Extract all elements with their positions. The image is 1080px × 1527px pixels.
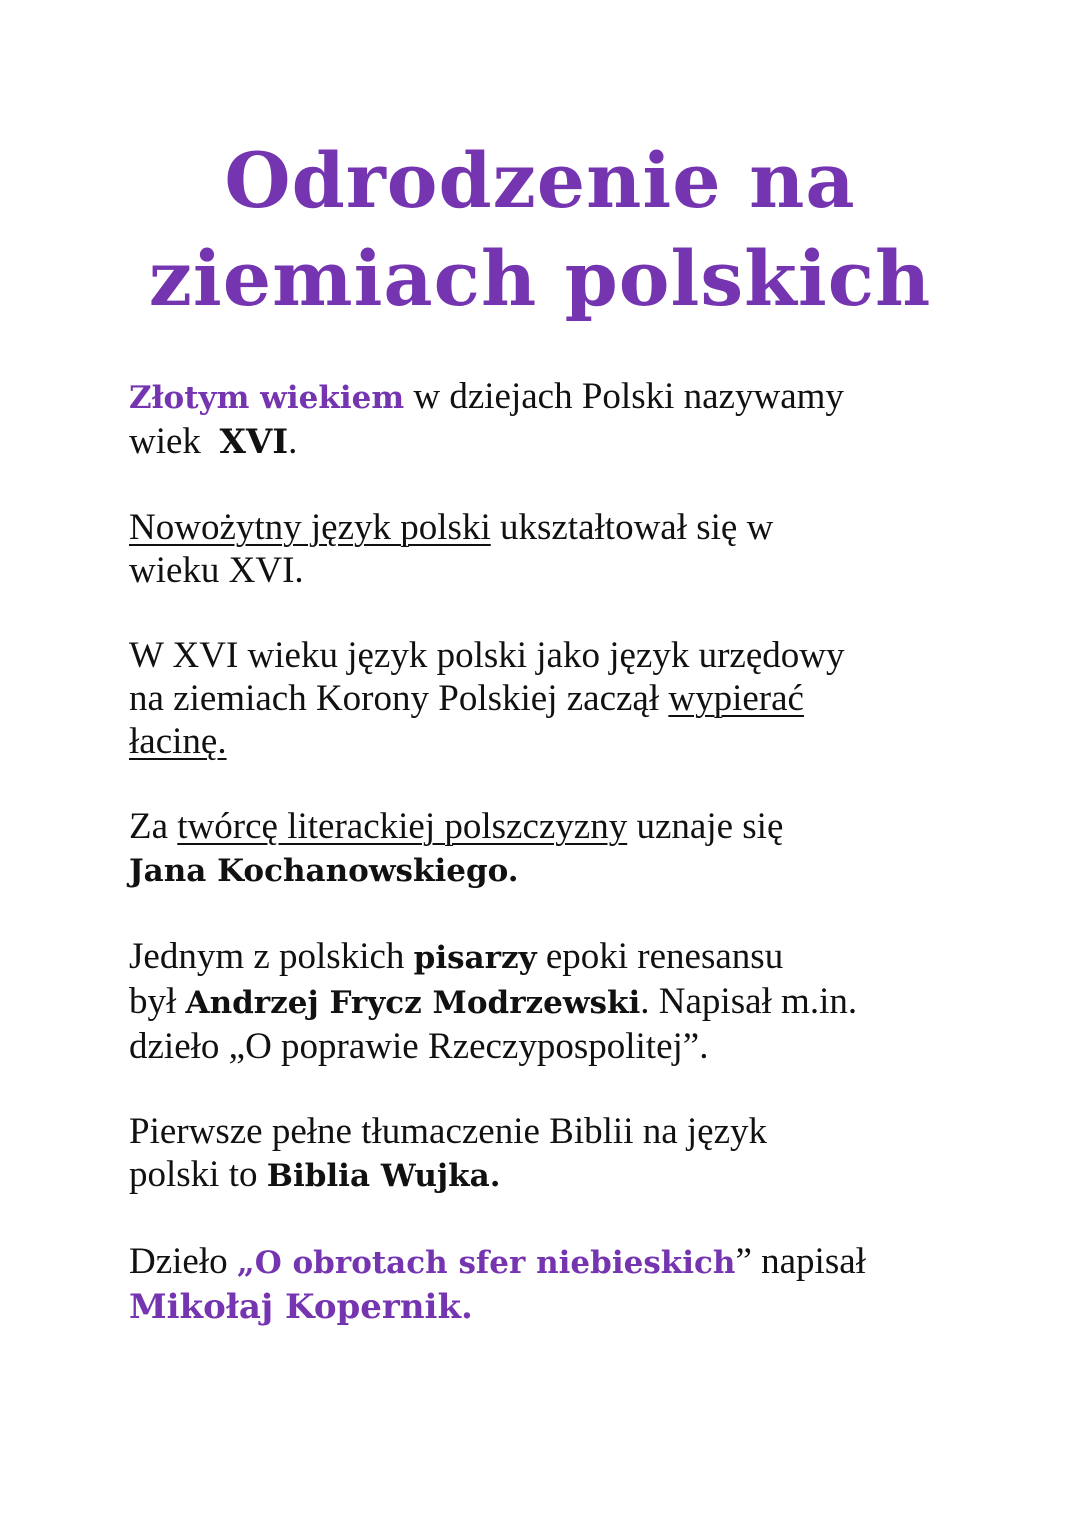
text: polski to	[129, 1154, 267, 1195]
text: .	[288, 421, 298, 462]
title-line-2: ziemiach polskich	[148, 234, 932, 323]
underlined-term: Nowożytny język polski	[129, 507, 491, 548]
underlined-term: wypierać	[668, 678, 804, 719]
paragraph-literary-polish	[129, 805, 979, 893]
term-century: XVI	[219, 422, 289, 462]
bold-term: pisarzy	[413, 940, 537, 976]
text: wieku XVI.	[129, 550, 304, 591]
bold-title: „O obrotach sfer niebieskich	[236, 1245, 736, 1281]
text: W XVI wieku język polski jako język urzędowy	[129, 635, 845, 676]
text: uznaje się	[627, 806, 784, 847]
bold-name: Mikołaj Kopernik.	[129, 1287, 473, 1327]
underlined-term: łacinę.	[129, 721, 227, 762]
text: Pierwsze pełne tłumaczenie Biblii na język	[129, 1111, 768, 1152]
paragraph-golden-age	[129, 375, 979, 464]
paragraph-modern-polish	[129, 506, 979, 592]
term-golden-age: Złotym wiekiem	[129, 380, 405, 416]
text: ” napisał	[735, 1241, 866, 1282]
bold-name: Jana Kochanowskiego.	[129, 853, 519, 889]
title-line-1: Odrodzenie na	[224, 136, 856, 225]
text: Za	[129, 806, 178, 847]
bold-term: Biblia Wujka.	[266, 1158, 501, 1194]
content-body	[129, 375, 979, 1371]
bold-name: Andrzej Frycz Modrzewski	[185, 985, 641, 1021]
paragraph-bible	[129, 1110, 979, 1198]
text: w dziejach Polski nazywamy	[404, 376, 844, 417]
text: Dzieło	[129, 1241, 237, 1282]
paragraph-copernicus	[129, 1240, 979, 1329]
paragraph-official-language	[129, 634, 979, 763]
text: epoki renesansu	[536, 936, 784, 977]
text: ukształtował się w	[490, 507, 774, 548]
text: na ziemiach Korony Polskiej zaczął	[129, 678, 669, 719]
text: . Napisał m.in.	[640, 981, 858, 1022]
text: dzieło „O poprawie Rzeczypospolitej”.	[129, 1026, 709, 1067]
text: wiek	[129, 421, 220, 462]
text: Jednym z polskich	[129, 936, 414, 977]
underlined-term: twórcę literackiej polszczyzny	[177, 806, 628, 847]
page-title	[0, 132, 1080, 328]
paragraph-writers	[129, 935, 979, 1068]
text: był	[129, 981, 186, 1022]
